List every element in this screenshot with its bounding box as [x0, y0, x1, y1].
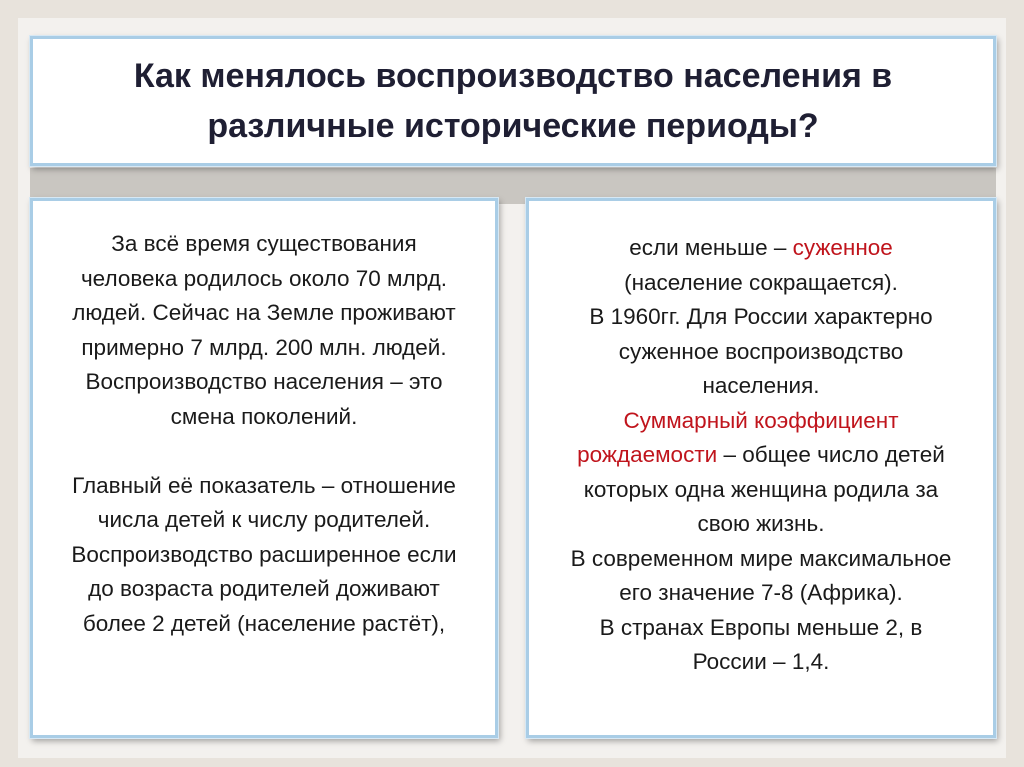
left-paragraph-1 [41, 227, 487, 434]
text-line: смена поколений. [170, 403, 358, 429]
text-line: примерно 7 млрд. 200 млн. людей. [81, 334, 447, 360]
text-line: его значение 7-8 (Африка). [619, 580, 903, 605]
text-line: России – 1,4. [692, 649, 830, 674]
left-body [41, 227, 487, 641]
text-line: людей. Сейчас на Земле проживают [72, 300, 456, 325]
title-line-1: Как менялось воспроизводство населения в [133, 57, 893, 95]
highlight-term: суженное [792, 235, 893, 260]
text-line: до возраста родителей доживают [88, 576, 440, 601]
highlight-term: рождаемости [577, 442, 718, 467]
right-text-panel [526, 198, 996, 738]
text-line: В 1960гг. Для России характерно [589, 304, 933, 329]
text-line: Воспроизводство расширенное если [71, 541, 457, 567]
text-line: – общее число детей [717, 442, 945, 467]
text-line: числа детей к числу родителей. [97, 507, 431, 532]
text-line: (население сокращается). [624, 269, 898, 295]
text-line: Главный её показатель – отношение [72, 472, 456, 498]
text-line: населения. [702, 373, 820, 398]
title-panel [30, 36, 996, 166]
text-line: свою жизнь. [697, 511, 825, 536]
text-line: более 2 детей (население растёт), [82, 610, 446, 636]
left-text-panel [30, 198, 498, 738]
left-paragraph-2 [41, 469, 487, 642]
text-line: суженное воспроизводство [618, 338, 904, 364]
text-line: В странах Европы меньше 2, в [599, 614, 923, 640]
title-line-2: различные исторические периоды? [207, 107, 819, 145]
text-line: В современном мире максимальное [570, 545, 952, 571]
text-line: человека родилось около 70 млрд. [80, 265, 448, 291]
right-paragraph [537, 231, 985, 680]
right-body [537, 231, 985, 680]
paragraph-gap [41, 434, 487, 469]
text-line: Воспроизводство населения – это [85, 369, 443, 394]
text-line: За всё время существования [111, 231, 417, 256]
highlight-term: Суммарный коэффициент [623, 407, 899, 433]
text-line: которых одна женщина родила за [583, 476, 939, 502]
slide-title [103, 51, 923, 151]
text-line: если меньше – [629, 235, 793, 260]
